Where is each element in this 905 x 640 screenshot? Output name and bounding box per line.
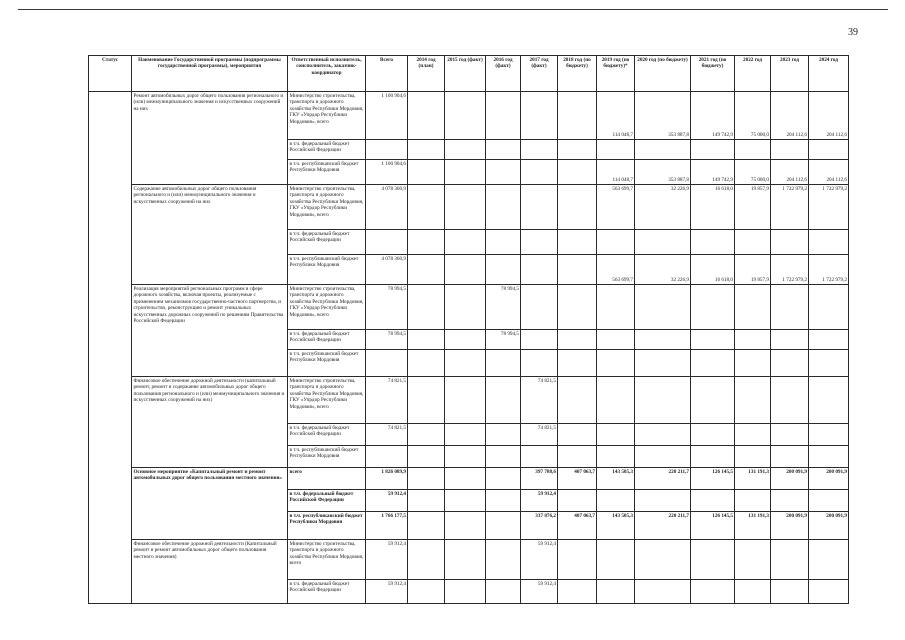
value-2023 [771,377,809,424]
value-2023 [771,330,809,350]
value-2024: 1 722 979,2 [809,255,849,285]
value-2015 [445,424,486,446]
value-2015 [445,285,486,330]
value-2024: 1 722 979,2 [809,185,849,230]
funding-source: в т.ч. республиканский бюджет Республики Мордовия [288,446,366,468]
value-2018 [558,92,597,140]
page-edge-line [18,9,888,10]
value-2022 [735,350,771,377]
value-2022 [735,230,771,255]
value-2014 [408,255,445,285]
value-2020: 353 887,8 [635,160,691,185]
table-row [89,468,849,490]
value-2020 [635,446,691,468]
value-2018 [558,490,597,512]
value-2021 [691,446,735,468]
value-2022 [735,446,771,468]
column-header-status: Статус [89,56,132,92]
value-2024: 200 091,9 [809,468,849,490]
value-2018 [558,255,597,285]
header-row [89,56,849,92]
activity-name: Основное мероприятие «Капитальный ремонт и ремонт автомобильных дорог общего пользования местного значения» [132,468,288,540]
value-2018 [558,185,597,230]
value-2018 [558,140,597,160]
value-2019 [597,350,635,377]
value-2016 [486,185,521,230]
column-header-2017: 2017 год (факт) [521,56,558,92]
value-2022: 19 857,9 [735,255,771,285]
value-2018 [558,424,597,446]
value-2019 [597,377,635,424]
value-2019: 143 505,3 [597,512,635,540]
value-2015 [445,512,486,540]
value-2019: 563 699,7 [597,255,635,285]
value-2023 [771,230,809,255]
activity-name: Реализация мероприятий региональных программ в сфере дорожного хозяйства, включая проекты, реализуемые с применением механизмов государственно-частного партнерства, и строительство, реконструкцию и ремонт уникальных искусственных дорожных сооружений по решениям Правительства Российской Федерации [132,285,288,377]
table-header [89,56,849,92]
value-2020 [635,350,691,377]
value-2023 [771,540,809,580]
value-2016: 78 994,5 [486,330,521,350]
value-2018 [558,160,597,185]
value-2015 [445,140,486,160]
value-2021 [691,580,735,604]
total-value: 74 821,5 [366,424,408,446]
value-2021 [691,540,735,580]
value-2014 [408,350,445,377]
value-2020 [635,580,691,604]
value-2024 [809,377,849,424]
value-2016 [486,512,521,540]
value-2022 [735,330,771,350]
column-header-2022: 2022 год [735,56,771,92]
activity-name: Финансовое обеспечение дорожной деятельности (капитальный ремонт, ремонт и содержание автомобильных дорог общего пользования регионального и (или) межмуниципального значения и искусственных сооружений на них) [132,377,288,468]
value-2021 [691,140,735,160]
table-row [89,92,849,140]
value-2022 [735,540,771,580]
column-header-2014: 2014 год (план) [408,56,445,92]
value-2018 [558,377,597,424]
total-value: 1 100 904,6 [366,92,408,140]
value-2020 [635,330,691,350]
value-2022: 75 000,0 [735,160,771,185]
funding-source: в т.ч. республиканский бюджет Республики Мордовия [288,255,366,285]
value-2015 [445,446,486,468]
column-header-2018: 2018 год (по бюджету) [558,56,597,92]
value-2019: 114 048,7 [597,92,635,140]
value-2017: 59 912,4 [521,540,558,580]
value-2022: 131 191,3 [735,468,771,490]
value-2017 [521,446,558,468]
value-2021: 126 145,5 [691,512,735,540]
value-2020: 32 226,9 [635,255,691,285]
funding-source: в т.ч. федеральный бюджет Российской Федерации [288,140,366,160]
funding-source: в т.ч. республиканский бюджет Республики Мордовия [288,160,366,185]
value-2019 [597,330,635,350]
value-2019 [597,580,635,604]
value-2014 [408,580,445,604]
value-2021 [691,230,735,255]
total-value: 59 912,4 [366,540,408,580]
value-2024: 204 112,6 [809,160,849,185]
value-2016 [486,160,521,185]
value-2017 [521,350,558,377]
funding-source: в т.ч. федеральный бюджет Российской Федерации [288,424,366,446]
value-2019 [597,230,635,255]
value-2014 [408,446,445,468]
value-2014 [408,140,445,160]
column-header-2020: 2020 год (по бюджету) [635,56,691,92]
value-2016 [486,377,521,424]
total-value: 1 766 177,5 [366,512,408,540]
value-2014 [408,512,445,540]
value-2015 [445,350,486,377]
value-2024 [809,490,849,512]
value-2023 [771,490,809,512]
value-2019 [597,446,635,468]
value-2022 [735,490,771,512]
value-2022 [735,285,771,330]
value-2017 [521,160,558,185]
value-2015 [445,468,486,490]
funding-source: Министерство строительства, транспорта и дорожного хозяйства Республики Мордовия, ГКУ «Упрдор Республики Мордовия», всего [288,285,366,330]
value-2017: 59 912,4 [521,580,558,604]
funding-source: всего [288,468,366,490]
funding-source: Министерство строительства, транспорта и дорожного хозяйства Республики Мордовия, ГКУ «Упрдор Республики Мордовия», всего [288,185,366,230]
value-2020 [635,377,691,424]
value-2020 [635,230,691,255]
value-2023: 1 722 979,2 [771,185,809,230]
value-2019 [597,540,635,580]
value-2020: 353 887,8 [635,92,691,140]
value-2024: 200 091,9 [809,512,849,540]
value-2022 [735,140,771,160]
value-2014 [408,92,445,140]
funding-source: в т.ч. республиканский бюджет Республики Мордовия [288,512,366,540]
total-value [366,446,408,468]
value-2018: 407 063,7 [558,468,597,490]
value-2014 [408,490,445,512]
value-2024 [809,446,849,468]
value-2023: 1 722 979,2 [771,255,809,285]
value-2017 [521,330,558,350]
value-2016 [486,350,521,377]
value-2023 [771,285,809,330]
activity-name: Содержание автомобильных дорог общего пользования регионального и (или) межмуниципального значения и искусственных сооружений на них [132,185,288,285]
value-2020: 220 211,7 [635,468,691,490]
column-header-2015: 2015 год (факт) [445,56,486,92]
value-2018 [558,350,597,377]
value-2017: 74 821,5 [521,424,558,446]
table-row [89,540,849,580]
value-2020 [635,140,691,160]
column-header-executor: Ответственный исполнитель, соисполнитель, заказчик-координатор [288,56,366,92]
value-2017 [521,140,558,160]
total-value: 59 912,4 [366,490,408,512]
value-2015 [445,255,486,285]
value-2019: 114 048,7 [597,160,635,185]
value-2021 [691,424,735,446]
value-2017 [521,230,558,255]
value-2024 [809,580,849,604]
value-2016 [486,255,521,285]
value-2014 [408,285,445,330]
value-2022: 131 191,3 [735,512,771,540]
value-2016 [486,140,521,160]
value-2021 [691,377,735,424]
total-value [366,350,408,377]
value-2024 [809,424,849,446]
value-2021: 149 742,9 [691,160,735,185]
value-2021 [691,350,735,377]
value-2018 [558,330,597,350]
value-2022 [735,424,771,446]
value-2015 [445,377,486,424]
value-2022 [735,580,771,604]
page-number: 39 [848,27,858,38]
value-2015 [445,580,486,604]
value-2017: 74 821,5 [521,377,558,424]
value-2014 [408,468,445,490]
value-2016 [486,540,521,580]
value-2015 [445,490,486,512]
value-2024 [809,350,849,377]
value-2017: 397 788,6 [521,468,558,490]
value-2016: 78 994,5 [486,285,521,330]
value-2014 [408,330,445,350]
value-2016 [486,580,521,604]
value-2021: 16 618,0 [691,185,735,230]
value-2022 [735,377,771,424]
funding-source: в т.ч. федеральный бюджет Российской Федерации [288,580,366,604]
value-2022: 75 000,0 [735,92,771,140]
value-2023 [771,446,809,468]
value-2019 [597,490,635,512]
value-2023: 204 112,6 [771,160,809,185]
value-2020 [635,490,691,512]
value-2023 [771,580,809,604]
total-value [366,230,408,255]
value-2016 [486,468,521,490]
value-2023 [771,350,809,377]
total-value: 1 100 904,6 [366,160,408,185]
value-2018 [558,540,597,580]
value-2018: 407 063,7 [558,512,597,540]
value-2024 [809,330,849,350]
funding-source: Министерство строительства, транспорта и дорожного хозяйства Республики Мордовия, всего [288,540,366,580]
value-2019: 563 699,7 [597,185,635,230]
value-2020: 220 211,7 [635,512,691,540]
value-2020: 32 226,9 [635,185,691,230]
value-2017: 337 876,2 [521,512,558,540]
value-2024 [809,140,849,160]
table-row [89,285,849,330]
value-2018 [558,230,597,255]
table-row [89,377,849,424]
value-2020 [635,285,691,330]
funding-source: Министерство строительства, транспорта и дорожного хозяйства Республики Мордовия, ГКУ «Упрдор Республики Мордовия», всего [288,377,366,424]
value-2017 [521,185,558,230]
column-header-2019: 2019 год (по бюджету)* [597,56,635,92]
column-header-2016: 2016 год (факт) [486,56,521,92]
funding-source: в т.ч. федеральный бюджет Российской Федерации [288,330,366,350]
funding-source: в т.ч. федеральный бюджет Российской Федерации [288,490,366,512]
value-2014 [408,424,445,446]
value-2021 [691,490,735,512]
total-value [366,140,408,160]
value-2016 [486,230,521,255]
value-2015 [445,92,486,140]
table-body [89,92,849,604]
funding-source: Министерство строительства, транспорта и дорожного хозяйства Республики Мордовия, ГКУ «Упрдор Республики Мордовия», всего [288,92,366,140]
value-2014 [408,160,445,185]
budget-table [88,55,849,604]
value-2022: 19 857,9 [735,185,771,230]
value-2023 [771,140,809,160]
table-row [89,185,849,230]
value-2020 [635,540,691,580]
total-value: 74 821,5 [366,377,408,424]
total-value: 4 078 360,9 [366,255,408,285]
value-2017: 59 912,4 [521,490,558,512]
funding-source: в т.ч. республиканский бюджет Республики Мордовия [288,350,366,377]
total-value: 4 078 360,9 [366,185,408,230]
value-2023: 200 091,9 [771,468,809,490]
column-header-2023: 2023 год [771,56,809,92]
value-2019 [597,140,635,160]
value-2023: 204 112,6 [771,92,809,140]
total-value: 1 826 089,9 [366,468,408,490]
funding-source: в т.ч. федеральный бюджет Российской Федерации [288,230,366,255]
value-2015 [445,330,486,350]
value-2023 [771,424,809,446]
value-2016 [486,424,521,446]
value-2014 [408,185,445,230]
value-2017 [521,255,558,285]
value-2019 [597,424,635,446]
column-header-total: Всего [366,56,408,92]
total-value: 78 994,5 [366,330,408,350]
value-2021: 16 618,0 [691,255,735,285]
value-2017 [521,92,558,140]
value-2017 [521,285,558,330]
column-header-activity-name: Наименование Государственной программы (подпрограммы государственной программы), мероприятия [132,56,288,92]
value-2016 [486,490,521,512]
activity-name: Ремонт автомобильных дорог общего пользования регионального и (или) межмуниципального значения и искусственных сооружений на них [132,92,288,185]
activity-name: Финансовое обеспечение дорожной деятельности (Капитальный ремонт и ремонт автомобильных дорог общего пользования местного значения) [132,540,288,604]
value-2024 [809,540,849,580]
total-value: 59 912,4 [366,580,408,604]
value-2016 [486,446,521,468]
value-2021 [691,330,735,350]
value-2019 [597,285,635,330]
value-2018 [558,580,597,604]
value-2014 [408,377,445,424]
value-2015 [445,230,486,255]
value-2018 [558,446,597,468]
value-2023: 200 091,9 [771,512,809,540]
status-cell [89,92,132,604]
value-2015 [445,160,486,185]
value-2021: 126 145,5 [691,468,735,490]
value-2021: 149 742,9 [691,92,735,140]
total-value: 78 994,5 [366,285,408,330]
value-2015 [445,185,486,230]
value-2014 [408,540,445,580]
value-2024: 204 112,6 [809,92,849,140]
value-2024 [809,285,849,330]
value-2018 [558,285,597,330]
value-2024 [809,230,849,255]
value-2014 [408,230,445,255]
value-2021 [691,285,735,330]
value-2016 [486,92,521,140]
value-2015 [445,540,486,580]
value-2019: 143 505,3 [597,468,635,490]
value-2020 [635,424,691,446]
column-header-2021: 2021 год (по бюджету) [691,56,735,92]
column-header-2024: 2024 год [809,56,849,92]
